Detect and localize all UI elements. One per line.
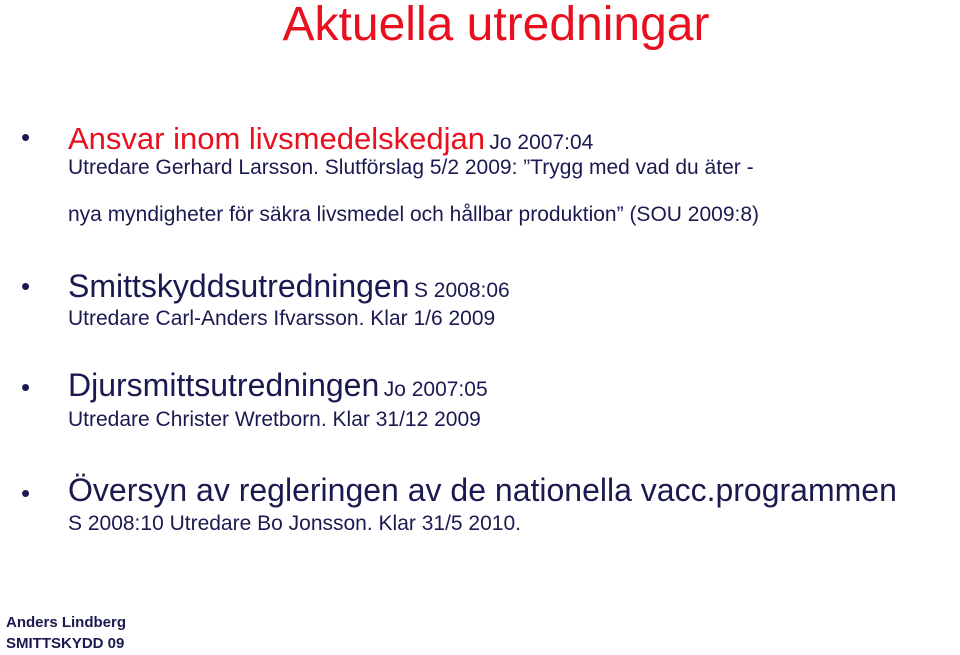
bullet-icon: • bbox=[21, 271, 31, 301]
footer-event: SMITTSKYDD 09 bbox=[6, 635, 125, 652]
page-title: Aktuella utredningar bbox=[282, 0, 710, 51]
item-heading: Översyn av regleringen av de nationella vacc.programmen bbox=[68, 472, 897, 508]
item-detail-line: S 2008:10 Utredare Bo Jonsson. Klar 31/5 2010. bbox=[68, 512, 521, 535]
item-detail-line: Utredare Carl-Anders Ifvarsson. Klar 1/6 2009 bbox=[68, 307, 496, 330]
item-detail-line: nya myndigheter för säkra livsmedel och hållbar produktion” (SOU 2009:8) bbox=[68, 203, 760, 226]
item-heading: Djursmittsutredningen bbox=[68, 367, 380, 403]
item-heading-line bbox=[68, 472, 897, 509]
bullet-icon: • bbox=[21, 122, 31, 152]
footer-author: Anders Lindberg bbox=[6, 614, 127, 631]
item-heading-line bbox=[68, 367, 488, 404]
item-reference: Jo 2007:04 bbox=[489, 131, 594, 154]
item-detail-line: Utredare Gerhard Larsson. Slutförslag 5/2 2009: ”Trygg med vad du äter - bbox=[68, 156, 754, 179]
item-heading: Smittskyddsutredningen bbox=[68, 268, 410, 304]
item-reference: S 2008:06 bbox=[413, 279, 510, 302]
bullet-icon: • bbox=[21, 478, 31, 508]
item-heading-line bbox=[68, 121, 593, 157]
item-heading-line bbox=[68, 268, 510, 305]
item-reference: Jo 2007:05 bbox=[383, 378, 488, 401]
item-heading: Ansvar inom livsmedelskedjan bbox=[68, 121, 485, 156]
item-detail-line: Utredare Christer Wretborn. Klar 31/12 2009 bbox=[68, 408, 481, 431]
bullet-icon: • bbox=[21, 372, 31, 402]
